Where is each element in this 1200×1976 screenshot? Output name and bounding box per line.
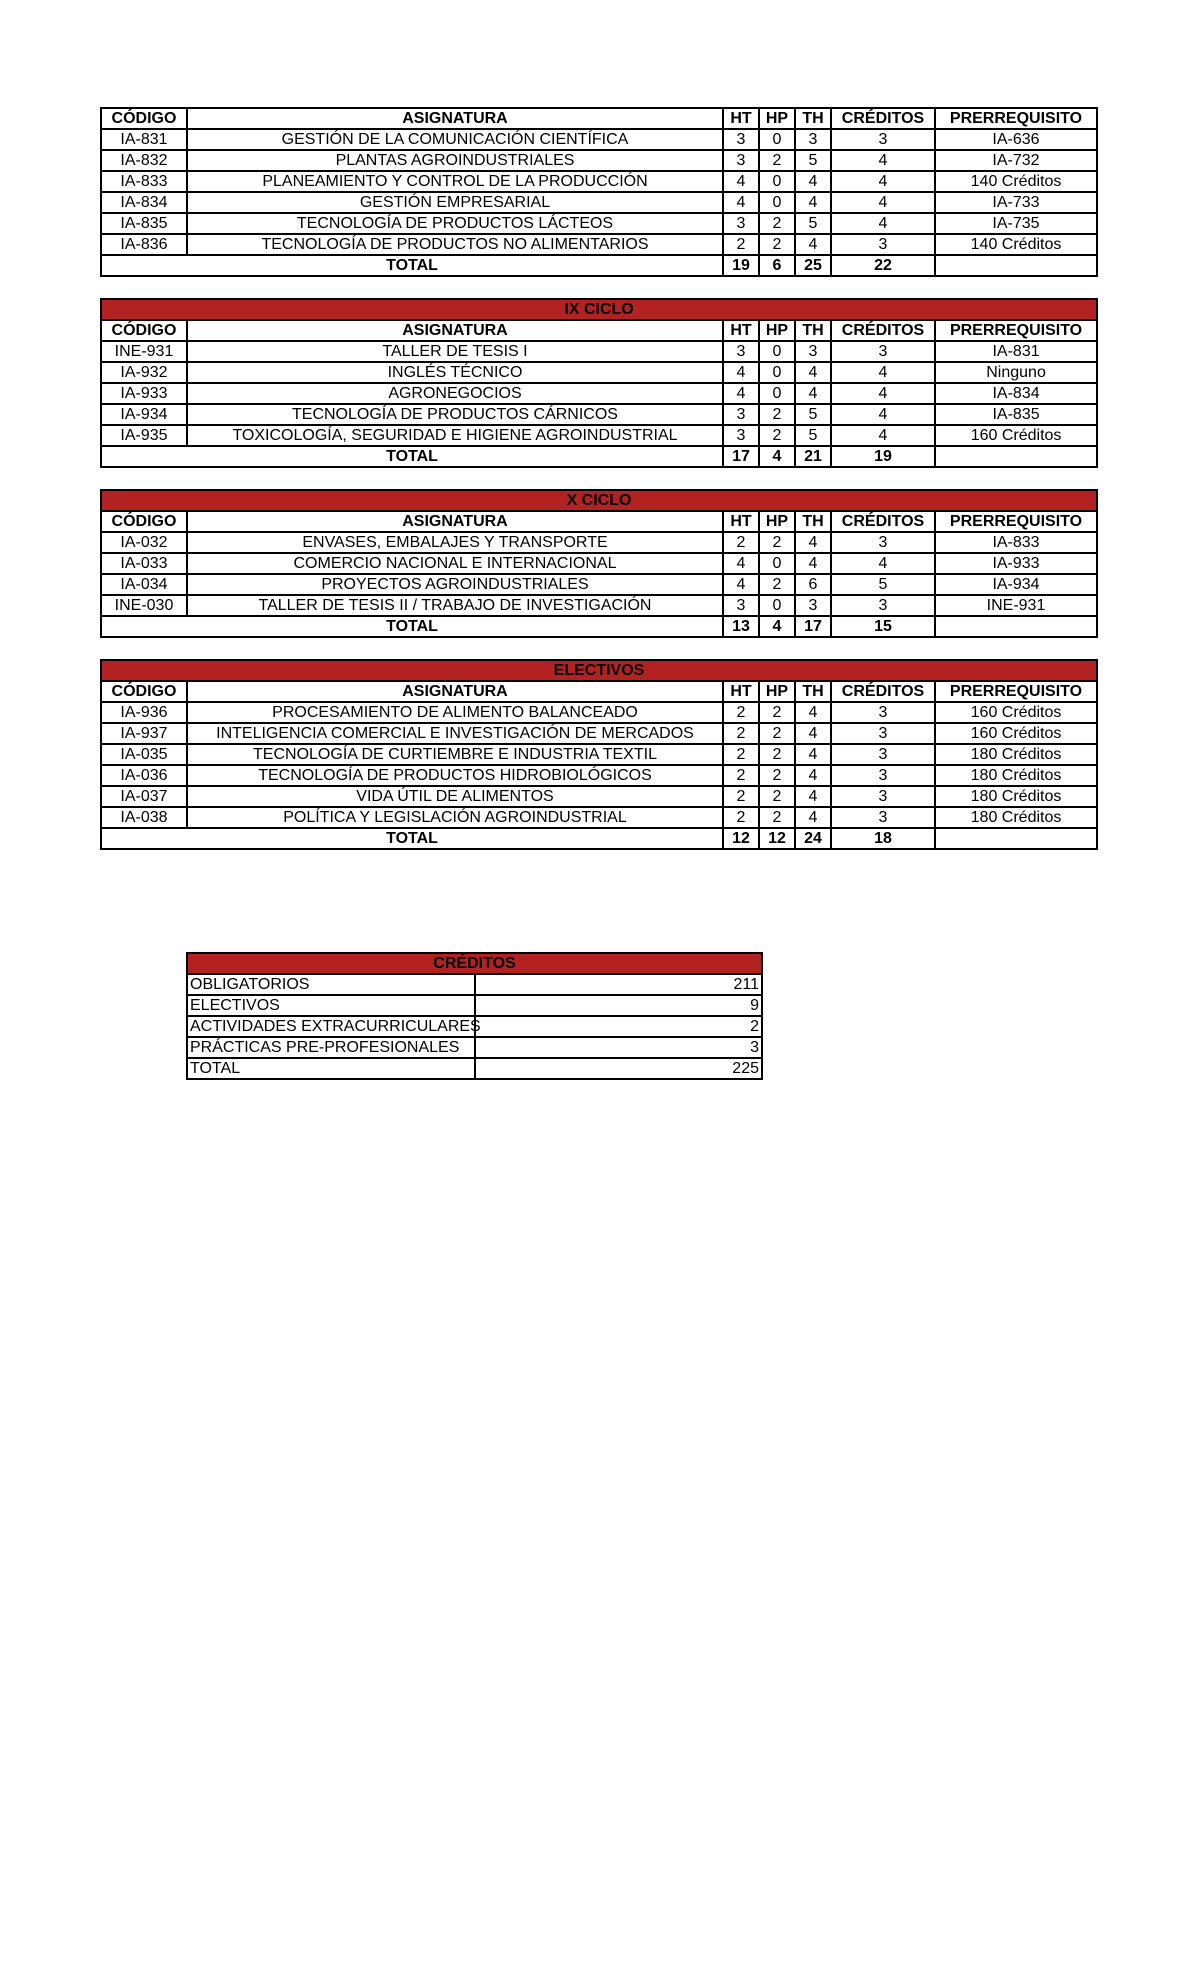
cell-prerrequisito: 180 Créditos [935,807,1097,828]
cell-prerrequisito: IA-636 [935,129,1097,150]
cell-ht: 2 [723,723,759,744]
cell-codigo: IA-933 [101,383,187,404]
total-label: TOTAL [101,255,723,276]
header-prerrequisito: PRERREQUISITO [935,681,1097,702]
cell-creditos: 3 [831,532,935,553]
total-creditos: 15 [831,616,935,637]
cell-asignatura: ENVASES, EMBALAJES Y TRANSPORTE [187,532,723,553]
cell-hp: 0 [759,171,795,192]
cell-ht: 3 [723,150,759,171]
cell-ht: 3 [723,595,759,616]
credits-row [187,1037,762,1058]
header-ht: HT [723,108,759,129]
table-row [101,404,1097,425]
cell-ht: 2 [723,786,759,807]
total-empty [935,255,1097,276]
cell-prerrequisito: 180 Créditos [935,744,1097,765]
header-hp: HP [759,320,795,341]
cell-th: 4 [795,786,831,807]
cell-ht: 2 [723,532,759,553]
header-prerrequisito: PRERREQUISITO [935,108,1097,129]
cell-th: 5 [795,404,831,425]
cell-asignatura: GESTIÓN EMPRESARIAL [187,192,723,213]
cell-prerrequisito: IA-831 [935,341,1097,362]
cell-hp: 0 [759,341,795,362]
cell-creditos: 4 [831,362,935,383]
cell-prerrequisito: Ninguno [935,362,1097,383]
header-asignatura: ASIGNATURA [187,320,723,341]
total-th: 24 [795,828,831,849]
table-row [101,723,1097,744]
cell-ht: 2 [723,234,759,255]
cell-creditos: 3 [831,129,935,150]
credits-value: 3 [475,1037,763,1058]
cell-creditos: 4 [831,425,935,446]
header-asignatura: ASIGNATURA [187,108,723,129]
cell-th: 4 [795,171,831,192]
cell-ht: 2 [723,702,759,723]
cell-codigo: IA-835 [101,213,187,234]
total-empty [935,828,1097,849]
cell-creditos: 3 [831,702,935,723]
cell-asignatura: TOXICOLOGÍA, SEGURIDAD E HIGIENE AGROINDUSTRIAL [187,425,723,446]
cell-creditos: 4 [831,404,935,425]
cell-prerrequisito: INE-931 [935,595,1097,616]
cell-asignatura: TECNOLOGÍA DE PRODUCTOS LÁCTEOS [187,213,723,234]
header-row [101,320,1097,341]
cell-hp: 2 [759,532,795,553]
cell-codigo: IA-836 [101,234,187,255]
cell-asignatura: PROYECTOS AGROINDUSTRIALES [187,574,723,595]
total-hp: 4 [759,446,795,467]
cell-ht: 4 [723,192,759,213]
cell-hp: 2 [759,702,795,723]
credits-label: ELECTIVOS [187,995,475,1016]
cell-codigo: IA-037 [101,786,187,807]
cell-ht: 3 [723,213,759,234]
total-row [101,616,1097,637]
total-th: 17 [795,616,831,637]
cell-asignatura: TECNOLOGÍA DE PRODUCTOS HIDROBIOLÓGICOS [187,765,723,786]
cell-creditos: 4 [831,383,935,404]
cell-codigo: IA-831 [101,129,187,150]
cell-creditos: 4 [831,553,935,574]
header-row [101,108,1097,129]
cell-th: 4 [795,532,831,553]
cell-th: 4 [795,765,831,786]
cell-hp: 2 [759,744,795,765]
cell-asignatura: INTELIGENCIA COMERCIAL E INVESTIGACIÓN DE MERCADOS [187,723,723,744]
cell-codigo: IA-834 [101,192,187,213]
header-ht: HT [723,681,759,702]
credits-title: CRÉDITOS [187,953,762,974]
cell-hp: 0 [759,595,795,616]
header-row [101,511,1097,532]
table-row [101,574,1097,595]
cell-ht: 4 [723,171,759,192]
cell-th: 4 [795,807,831,828]
credits-row [187,995,762,1016]
cell-ht: 3 [723,425,759,446]
header-th: TH [795,511,831,532]
total-creditos: 22 [831,255,935,276]
table-row [101,341,1097,362]
section-title: ELECTIVOS [101,660,1097,681]
cell-creditos: 4 [831,192,935,213]
section-title: X CICLO [101,490,1097,511]
cell-creditos: 4 [831,171,935,192]
cell-prerrequisito: 180 Créditos [935,786,1097,807]
cell-creditos: 5 [831,574,935,595]
cell-asignatura: POLÍTICA Y LEGISLACIÓN AGROINDUSTRIAL [187,807,723,828]
credits-title-row [187,953,762,974]
cell-creditos: 4 [831,213,935,234]
cell-th: 5 [795,425,831,446]
table-row [101,129,1097,150]
cell-th: 6 [795,574,831,595]
cell-asignatura: PLANTAS AGROINDUSTRIALES [187,150,723,171]
cell-codigo: IA-033 [101,553,187,574]
cell-prerrequisito: IA-833 [935,532,1097,553]
cell-prerrequisito: IA-733 [935,192,1097,213]
cell-ht: 3 [723,341,759,362]
cell-asignatura: COMERCIO NACIONAL E INTERNACIONAL [187,553,723,574]
table-row [101,553,1097,574]
cell-th: 5 [795,213,831,234]
cell-codigo: IA-935 [101,425,187,446]
cell-prerrequisito: 140 Créditos [935,234,1097,255]
cell-codigo: IA-036 [101,765,187,786]
cell-prerrequisito: IA-933 [935,553,1097,574]
header-creditos: CRÉDITOS [831,511,935,532]
cell-ht: 2 [723,807,759,828]
cell-asignatura: PROCESAMIENTO DE ALIMENTO BALANCEADO [187,702,723,723]
cell-hp: 2 [759,786,795,807]
total-hp: 12 [759,828,795,849]
cell-prerrequisito: IA-732 [935,150,1097,171]
cell-th: 4 [795,383,831,404]
cell-th: 3 [795,341,831,362]
total-label: TOTAL [101,828,723,849]
cell-codigo: IA-936 [101,702,187,723]
total-ht: 19 [723,255,759,276]
header-ht: HT [723,511,759,532]
total-ht: 17 [723,446,759,467]
cell-asignatura: TECNOLOGÍA DE PRODUCTOS NO ALIMENTARIOS [187,234,723,255]
total-label: TOTAL [101,446,723,467]
cell-prerrequisito: IA-835 [935,404,1097,425]
cell-hp: 0 [759,192,795,213]
header-codigo: CÓDIGO [101,320,187,341]
cell-hp: 2 [759,213,795,234]
cell-creditos: 3 [831,765,935,786]
cell-hp: 0 [759,553,795,574]
course-table [100,659,1098,850]
total-empty [935,616,1097,637]
cell-asignatura: PLANEAMIENTO Y CONTROL DE LA PRODUCCIÓN [187,171,723,192]
table-row [101,765,1097,786]
table-row [101,192,1097,213]
credits-label: ACTIVIDADES EXTRACURRICULARES [187,1016,475,1037]
cell-th: 5 [795,150,831,171]
credits-label: TOTAL [187,1058,475,1079]
course-table [100,107,1098,277]
cell-ht: 2 [723,765,759,786]
header-row [101,681,1097,702]
course-table [100,298,1098,468]
cell-prerrequisito: IA-934 [935,574,1097,595]
header-ht: HT [723,320,759,341]
table-row [101,425,1097,446]
section-title-row [101,660,1097,681]
cell-codigo: IA-032 [101,532,187,553]
cell-hp: 2 [759,723,795,744]
cell-creditos: 4 [831,150,935,171]
cell-hp: 0 [759,129,795,150]
header-creditos: CRÉDITOS [831,108,935,129]
cell-prerrequisito: 140 Créditos [935,171,1097,192]
cell-hp: 2 [759,425,795,446]
header-creditos: CRÉDITOS [831,681,935,702]
total-creditos: 19 [831,446,935,467]
header-th: TH [795,320,831,341]
cell-th: 4 [795,723,831,744]
cell-codigo: IA-934 [101,404,187,425]
cell-hp: 2 [759,150,795,171]
cell-prerrequisito: IA-735 [935,213,1097,234]
header-codigo: CÓDIGO [101,108,187,129]
header-hp: HP [759,681,795,702]
cell-ht: 4 [723,362,759,383]
curriculum-tables [100,107,1096,871]
cell-th: 3 [795,129,831,150]
table-row [101,171,1097,192]
table-row [101,744,1097,765]
cell-th: 4 [795,553,831,574]
header-hp: HP [759,108,795,129]
cell-th: 4 [795,702,831,723]
total-label: TOTAL [101,616,723,637]
cell-th: 4 [795,744,831,765]
cell-prerrequisito: 160 Créditos [935,425,1097,446]
credits-value: 211 [475,974,763,995]
cell-ht: 4 [723,553,759,574]
total-ht: 13 [723,616,759,637]
total-row [101,828,1097,849]
cell-asignatura: TECNOLOGÍA DE PRODUCTOS CÁRNICOS [187,404,723,425]
cell-ht: 3 [723,404,759,425]
cell-creditos: 3 [831,744,935,765]
cell-hp: 2 [759,765,795,786]
total-th: 25 [795,255,831,276]
cell-creditos: 3 [831,341,935,362]
cell-hp: 2 [759,574,795,595]
credits-label: PRÁCTICAS PRE-PROFESIONALES [187,1037,475,1058]
cell-ht: 2 [723,744,759,765]
cell-th: 4 [795,192,831,213]
header-prerrequisito: PRERREQUISITO [935,320,1097,341]
total-ht: 12 [723,828,759,849]
header-codigo: CÓDIGO [101,681,187,702]
cell-codigo: INE-030 [101,595,187,616]
cell-codigo: IA-833 [101,171,187,192]
credits-row [187,1016,762,1037]
cell-codigo: IA-937 [101,723,187,744]
header-prerrequisito: PRERREQUISITO [935,511,1097,532]
credits-value: 9 [475,995,763,1016]
header-asignatura: ASIGNATURA [187,681,723,702]
cell-codigo: IA-038 [101,807,187,828]
cell-hp: 2 [759,404,795,425]
cell-creditos: 3 [831,786,935,807]
cell-asignatura: TALLER DE TESIS II / TRABAJO DE INVESTIGACIÓN [187,595,723,616]
section-title: IX CICLO [101,299,1097,320]
table-row [101,532,1097,553]
total-row [101,255,1097,276]
cell-prerrequisito: 160 Créditos [935,723,1097,744]
cell-asignatura: VIDA ÚTIL DE ALIMENTOS [187,786,723,807]
header-creditos: CRÉDITOS [831,320,935,341]
cell-hp: 0 [759,383,795,404]
table-row [101,213,1097,234]
credits-row [187,974,762,995]
table-row [101,595,1097,616]
cell-asignatura: GESTIÓN DE LA COMUNICACIÓN CIENTÍFICA [187,129,723,150]
cell-codigo: IA-832 [101,150,187,171]
table-row [101,786,1097,807]
total-hp: 6 [759,255,795,276]
total-th: 21 [795,446,831,467]
cell-codigo: INE-931 [101,341,187,362]
cell-ht: 4 [723,383,759,404]
cell-codigo: IA-932 [101,362,187,383]
total-row [101,446,1097,467]
header-codigo: CÓDIGO [101,511,187,532]
cell-asignatura: TALLER DE TESIS I [187,341,723,362]
cell-th: 4 [795,362,831,383]
cell-ht: 3 [723,129,759,150]
table-row [101,362,1097,383]
credits-value: 2 [475,1016,763,1037]
cell-creditos: 3 [831,723,935,744]
cell-ht: 4 [723,574,759,595]
header-hp: HP [759,511,795,532]
credits-value: 225 [475,1058,763,1079]
credits-summary-table [186,952,763,1080]
cell-hp: 2 [759,234,795,255]
cell-th: 4 [795,234,831,255]
table-row [101,150,1097,171]
cell-creditos: 3 [831,234,935,255]
table-row [101,234,1097,255]
cell-asignatura: INGLÉS TÉCNICO [187,362,723,383]
table-row [101,702,1097,723]
cell-prerrequisito: IA-834 [935,383,1097,404]
section-title-row [101,490,1097,511]
cell-hp: 0 [759,362,795,383]
header-th: TH [795,681,831,702]
credits-label: OBLIGATORIOS [187,974,475,995]
cell-creditos: 3 [831,595,935,616]
total-hp: 4 [759,616,795,637]
credits-row [187,1058,762,1079]
cell-codigo: IA-034 [101,574,187,595]
cell-prerrequisito: 160 Créditos [935,702,1097,723]
table-row [101,383,1097,404]
cell-creditos: 3 [831,807,935,828]
total-empty [935,446,1097,467]
cell-th: 3 [795,595,831,616]
cell-hp: 2 [759,807,795,828]
total-creditos: 18 [831,828,935,849]
table-row [101,807,1097,828]
cell-asignatura: AGRONEGOCIOS [187,383,723,404]
cell-asignatura: TECNOLOGÍA DE CURTIEMBRE E INDUSTRIA TEXTIL [187,744,723,765]
header-th: TH [795,108,831,129]
header-asignatura: ASIGNATURA [187,511,723,532]
cell-codigo: IA-035 [101,744,187,765]
section-title-row [101,299,1097,320]
cell-prerrequisito: 180 Créditos [935,765,1097,786]
course-table [100,489,1098,638]
